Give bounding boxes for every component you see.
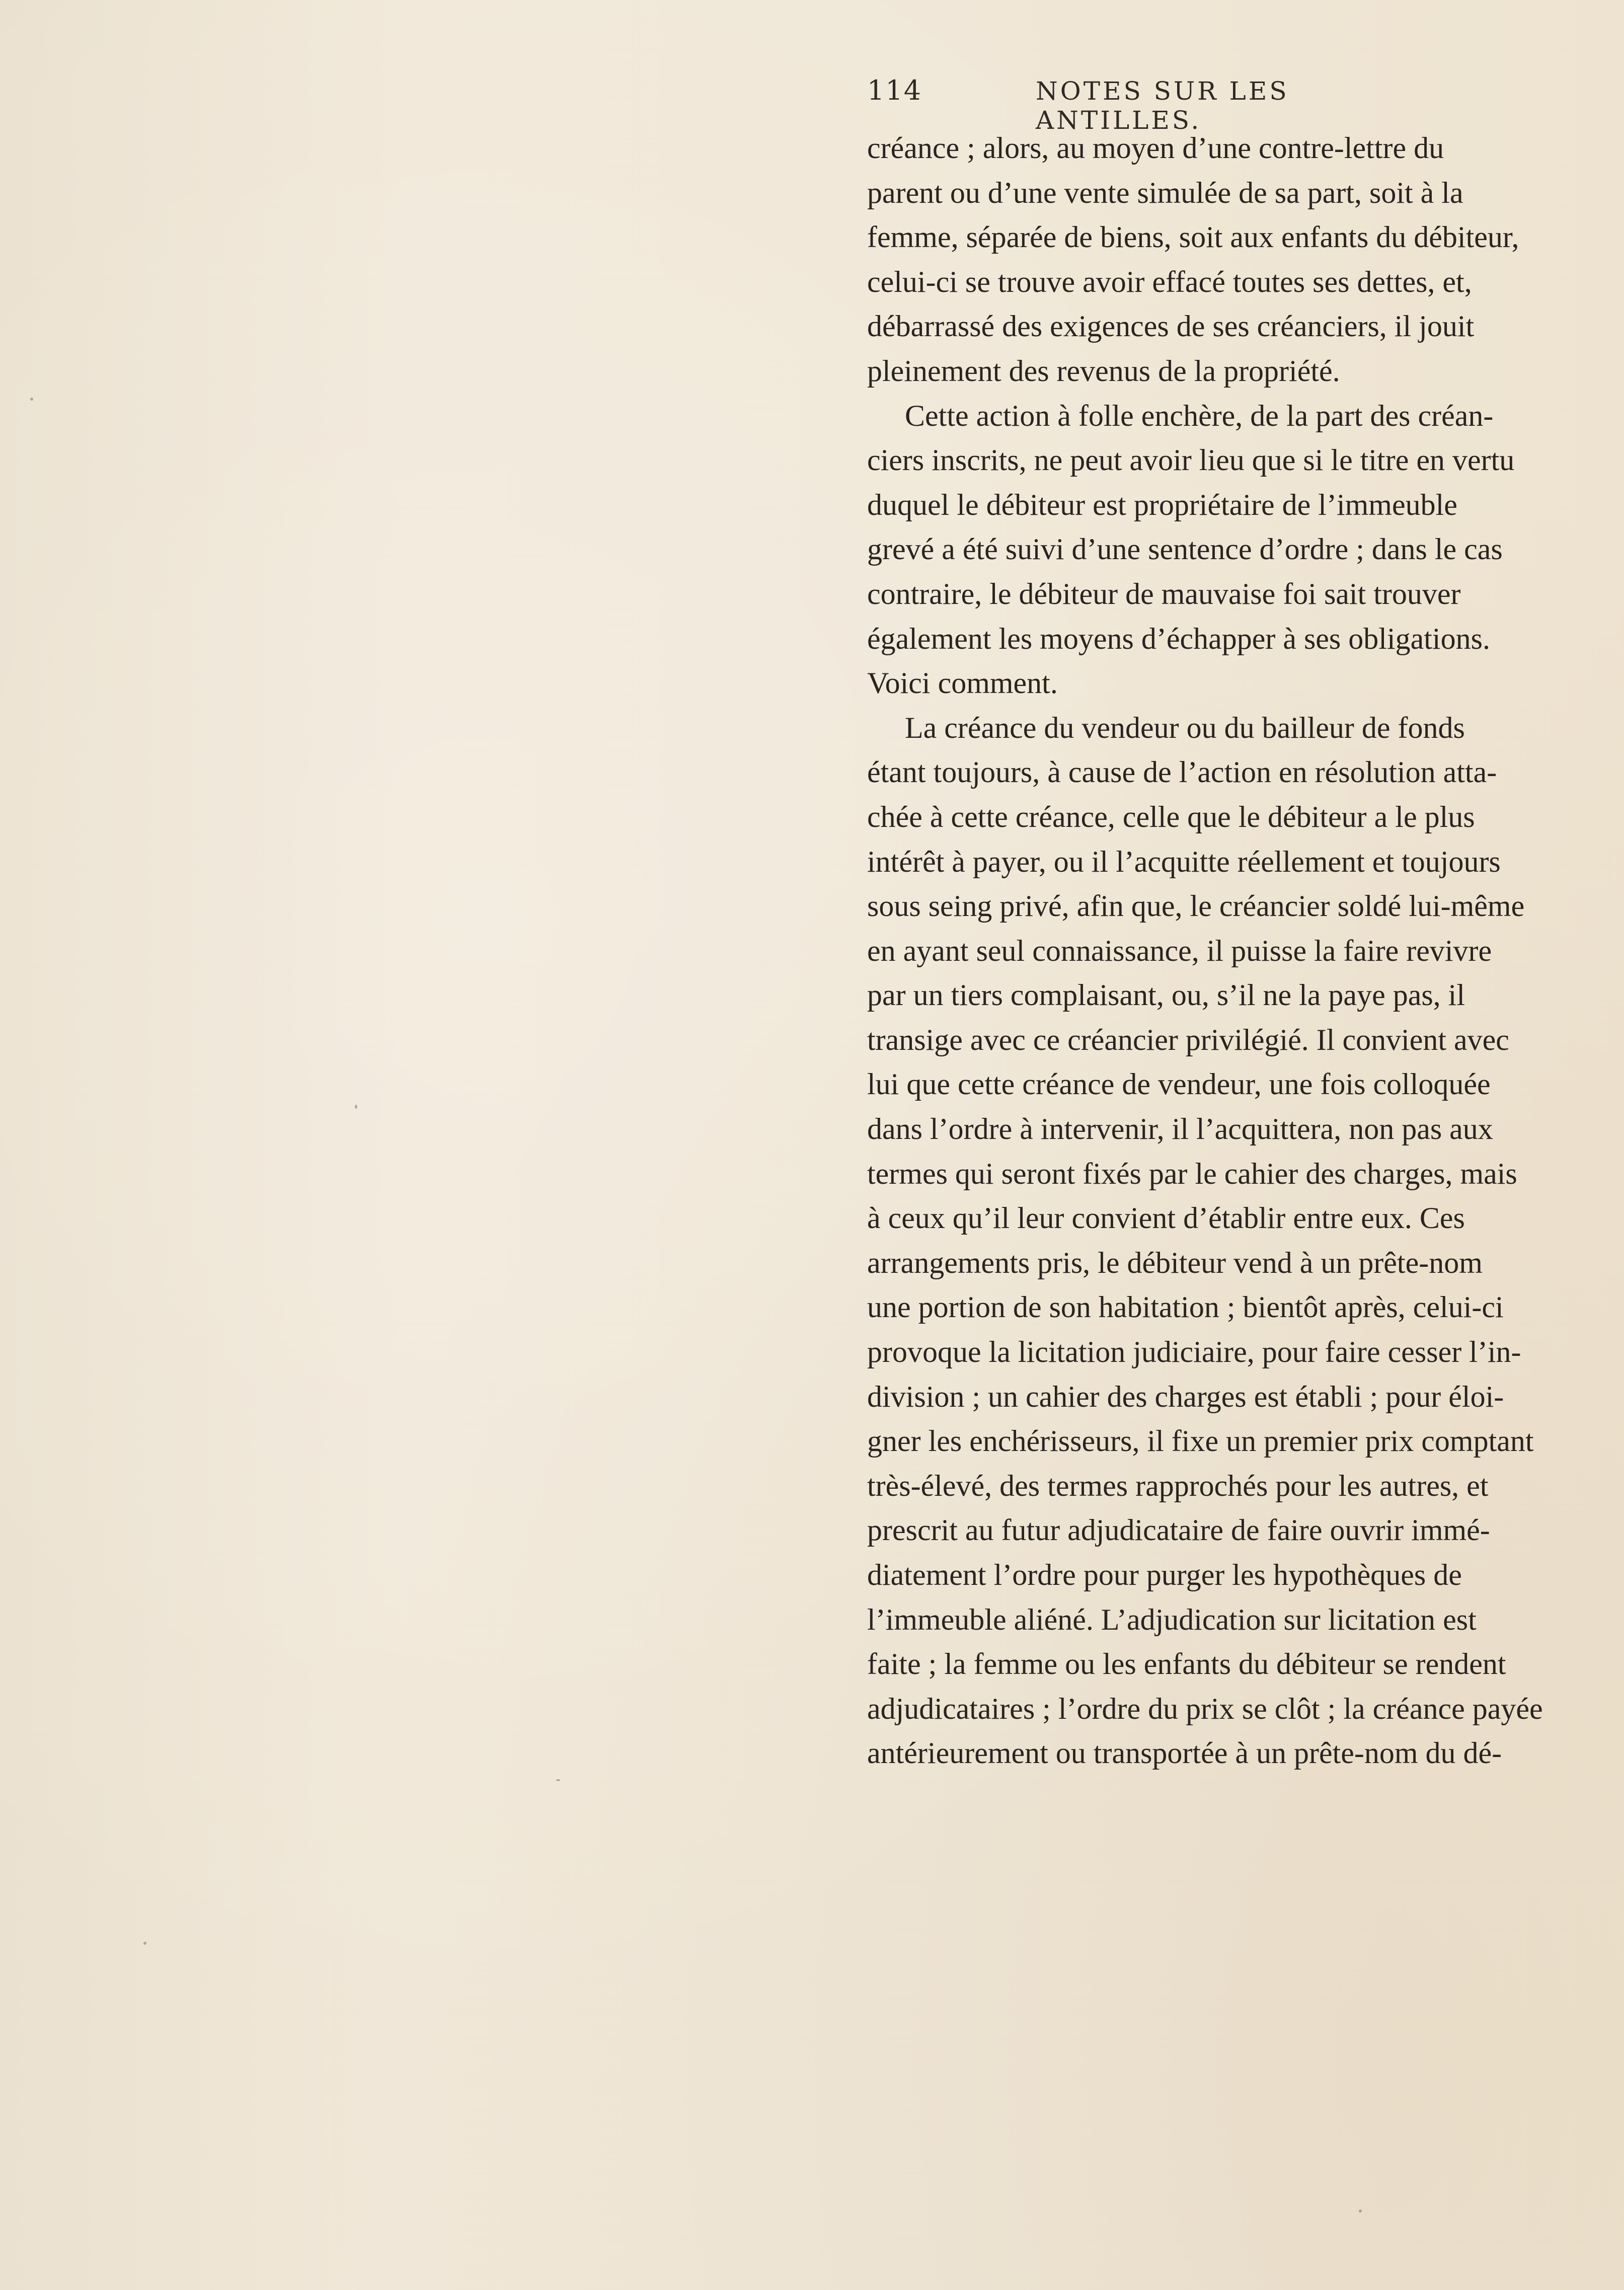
text-line: l’immeuble aliéné. L’adjudication sur licitation est xyxy=(867,1602,1477,1636)
text-line: grevé a été suivi d’une sentence d’ordre ; dans le cas xyxy=(867,532,1503,566)
text-line: lui que cette créance de vendeur, une fois colloquée xyxy=(867,1067,1491,1101)
text-line: adjudicataires ; l’ordre du prix se clôt ; la créance payée xyxy=(867,1692,1543,1725)
paper-speck xyxy=(143,1942,146,1945)
text-line: provoque la licitation judiciaire, pour faire cesser l’in- xyxy=(867,1335,1521,1369)
text-line: à ceux qu’il leur convient d’établir entre eux. Ces xyxy=(867,1201,1465,1235)
paragraph-first-line: La créance du vendeur ou du bailleur de fonds xyxy=(905,711,1465,744)
text-line: ciers inscrits, ne peut avoir lieu que si le titre en vertu xyxy=(867,443,1515,477)
text-line: division ; un cahier des charges est établi ; pour éloi- xyxy=(867,1380,1504,1413)
text-line: Voici comment. xyxy=(867,666,1058,700)
paper-speck xyxy=(1359,2209,1362,2212)
text-line: contraire, le débiteur de mauvaise foi sait trouver xyxy=(867,577,1461,610)
body-text xyxy=(867,126,1624,1776)
text-line: parent ou d’une vente simulée de sa part, soit à la xyxy=(867,176,1463,209)
page-number: 114 xyxy=(867,74,922,106)
text-line: également les moyens d’échapper à ses obligations. xyxy=(867,622,1490,655)
text-line: intérêt à payer, ou il l’acquitte réellement et toujours xyxy=(867,845,1501,878)
text-line: débarrassé des exigences de ses créanciers, il jouit xyxy=(867,310,1475,343)
text-line: diatement l’ordre pour purger les hypothèques de xyxy=(867,1558,1462,1591)
page-header xyxy=(867,74,1444,135)
text-line: femme, séparée de biens, soit aux enfants du débiteur, xyxy=(867,220,1519,254)
text-line: prescrit au futur adjudicataire de faire ouvrir immé- xyxy=(867,1513,1490,1547)
text-line: créance ; alors, au moyen d’une contre-lettre du xyxy=(867,131,1444,165)
text-line: celui-ci se trouve avoir effacé toutes ses dettes, et, xyxy=(867,265,1472,298)
text-line: une portion de son habitation ; bientôt après, celui-ci xyxy=(867,1290,1504,1324)
text-line: par un tiers complaisant, ou, s’il ne la paye pas, il xyxy=(867,978,1465,1012)
text-line: faite ; la femme ou les enfants du débiteur se rendent xyxy=(867,1647,1506,1681)
text-line: dans l’ordre à intervenir, il l’acquittera, non pas aux xyxy=(867,1112,1493,1146)
text-line: chée à cette créance, celle que le débiteur a le plus xyxy=(867,800,1475,833)
paper-speck xyxy=(556,1779,560,1781)
running-title: NOTES SUR LES ANTILLES. xyxy=(1036,77,1289,135)
text-line: étant toujours, à cause de l’action en résolution atta- xyxy=(867,755,1497,789)
text-line: en ayant seul connaissance, il puisse la faire revivre xyxy=(867,934,1492,967)
text-line: transige avec ce créancier privilégié. Il convient avec xyxy=(867,1023,1509,1056)
text-line: sous seing privé, afin que, le créancier soldé lui-même xyxy=(867,889,1525,923)
paragraph-first-line: Cette action à folle enchère, de la part des créan- xyxy=(905,399,1494,432)
paper-speck xyxy=(355,1105,357,1109)
paper-speck xyxy=(30,398,33,401)
text-line: antérieurement ou transportée à un prête-nom du dé- xyxy=(867,1736,1502,1770)
text-line: gner les enchérisseurs, il fixe un premier prix comptant xyxy=(867,1424,1534,1458)
text-line: termes qui seront fixés par le cahier des charges, mais xyxy=(867,1157,1517,1190)
text-line: très-élevé, des termes rapprochés pour les autres, et xyxy=(867,1469,1489,1502)
text-line: arrangements pris, le débiteur vend à un prête-nom xyxy=(867,1246,1483,1279)
text-line: duquel le débiteur est propriétaire de l’immeuble xyxy=(867,488,1457,521)
text-line: pleinement des revenus de la propriété. xyxy=(867,354,1340,388)
